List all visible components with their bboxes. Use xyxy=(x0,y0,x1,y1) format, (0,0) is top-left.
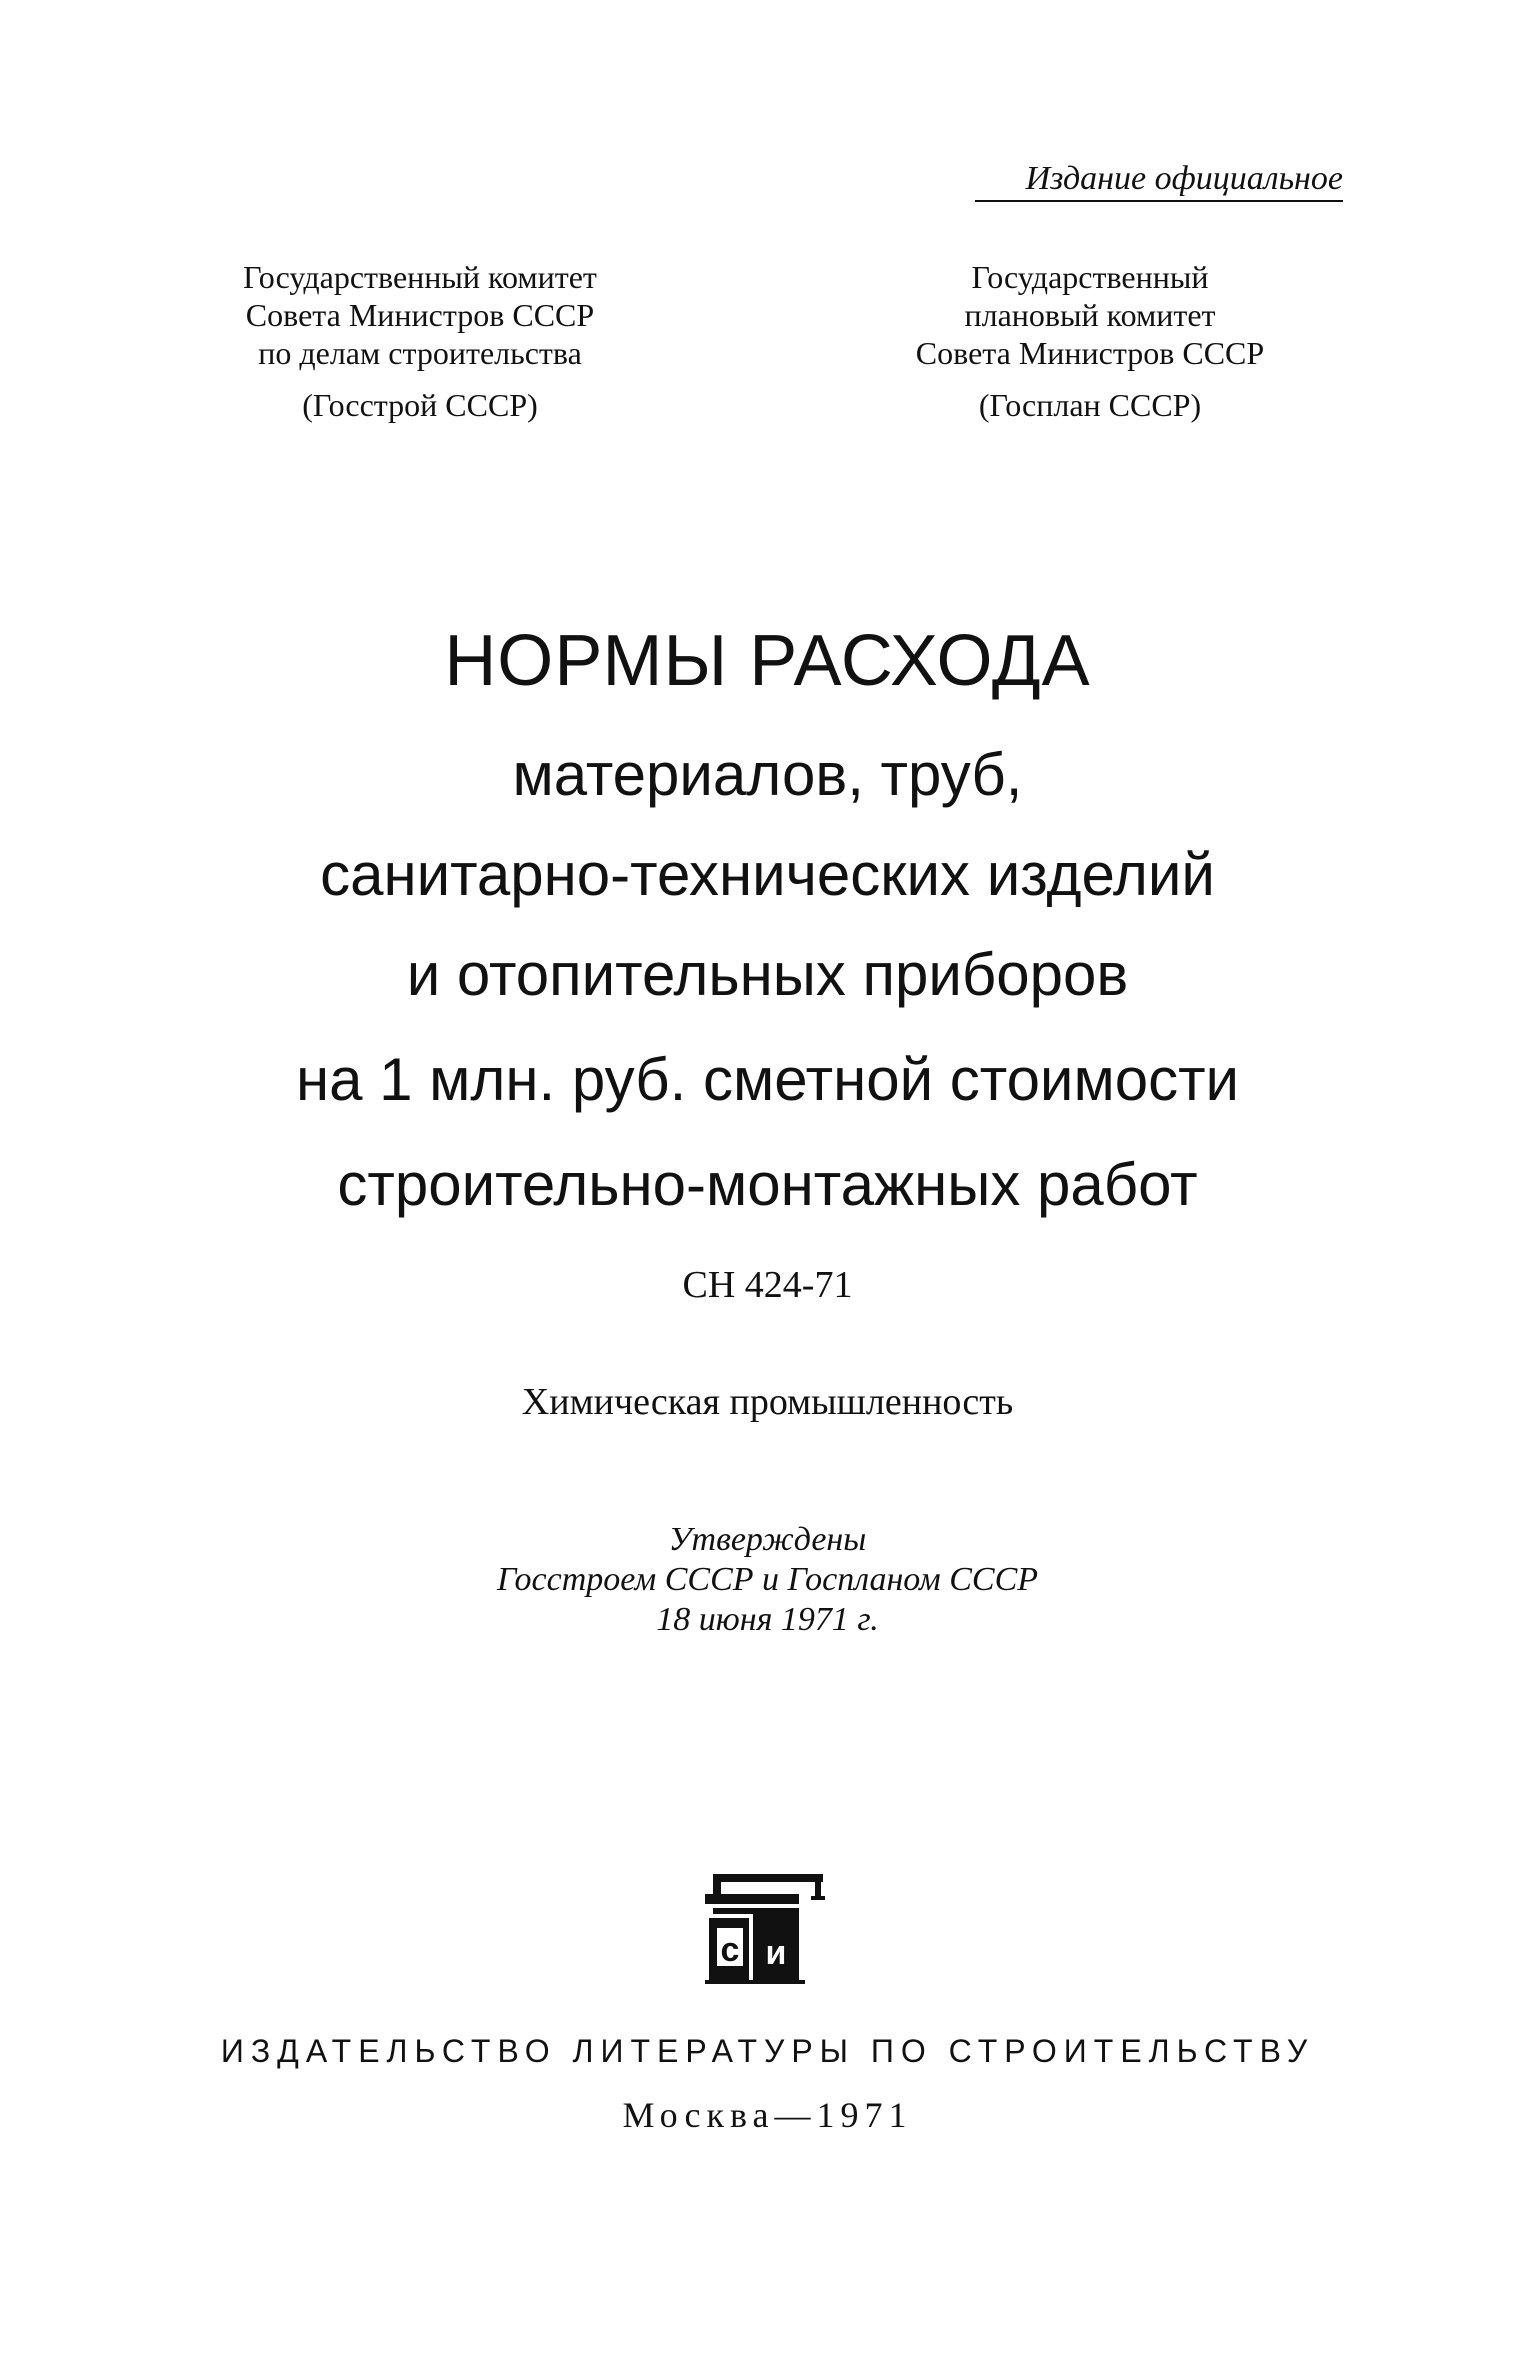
industry-label: Химическая промышленность xyxy=(521,1381,1014,1423)
org-line: по делам строительства xyxy=(258,335,582,371)
publisher-logo-icon xyxy=(695,1868,845,1988)
title-line: и отопительных приборов xyxy=(406,941,1129,1008)
org-gosstroy xyxy=(160,258,680,424)
org-abbr: (Госстрой СССР) xyxy=(302,387,538,423)
edition-label: Издание официальное xyxy=(975,160,1343,202)
title-line: материалов, труб, xyxy=(512,741,1023,808)
document-code: СН 424-71 xyxy=(682,1264,853,1306)
title-line: на 1 млн. руб. сметной стоимости xyxy=(295,1046,1240,1113)
org-line: Совета Министров СССР xyxy=(915,335,1265,371)
org-line: Государственный комитет xyxy=(243,259,597,295)
org-gosplan xyxy=(830,258,1350,424)
publisher-name: ИЗДАТЕЛЬСТВО ЛИТЕРАТУРЫ ПО СТРОИТЕЛЬСТВУ xyxy=(220,2033,1315,2069)
logo-letter-i: и xyxy=(765,1934,787,1972)
org-line: Государственный xyxy=(971,259,1209,295)
org-abbr: (Госплан СССР) xyxy=(978,387,1202,423)
approval-line: Госстроем СССР и Госпланом СССР xyxy=(496,1561,1039,1598)
org-line: Совета Министров СССР xyxy=(245,297,595,333)
logo-letter-s: с xyxy=(720,1931,740,1969)
org-line: плановый комитет xyxy=(964,297,1216,333)
approval-block xyxy=(0,1520,1535,1640)
city-year: Москва—1971 xyxy=(622,2095,913,2135)
title-line: санитарно-технических изделий xyxy=(320,841,1215,908)
title-line: строительно-монтажных работ xyxy=(337,1151,1198,1218)
approval-line: 18 июня 1971 г. xyxy=(656,1601,879,1638)
document-title: НОРМЫ РАСХОДА xyxy=(444,621,1091,701)
approval-line: Утверждены xyxy=(668,1521,867,1558)
